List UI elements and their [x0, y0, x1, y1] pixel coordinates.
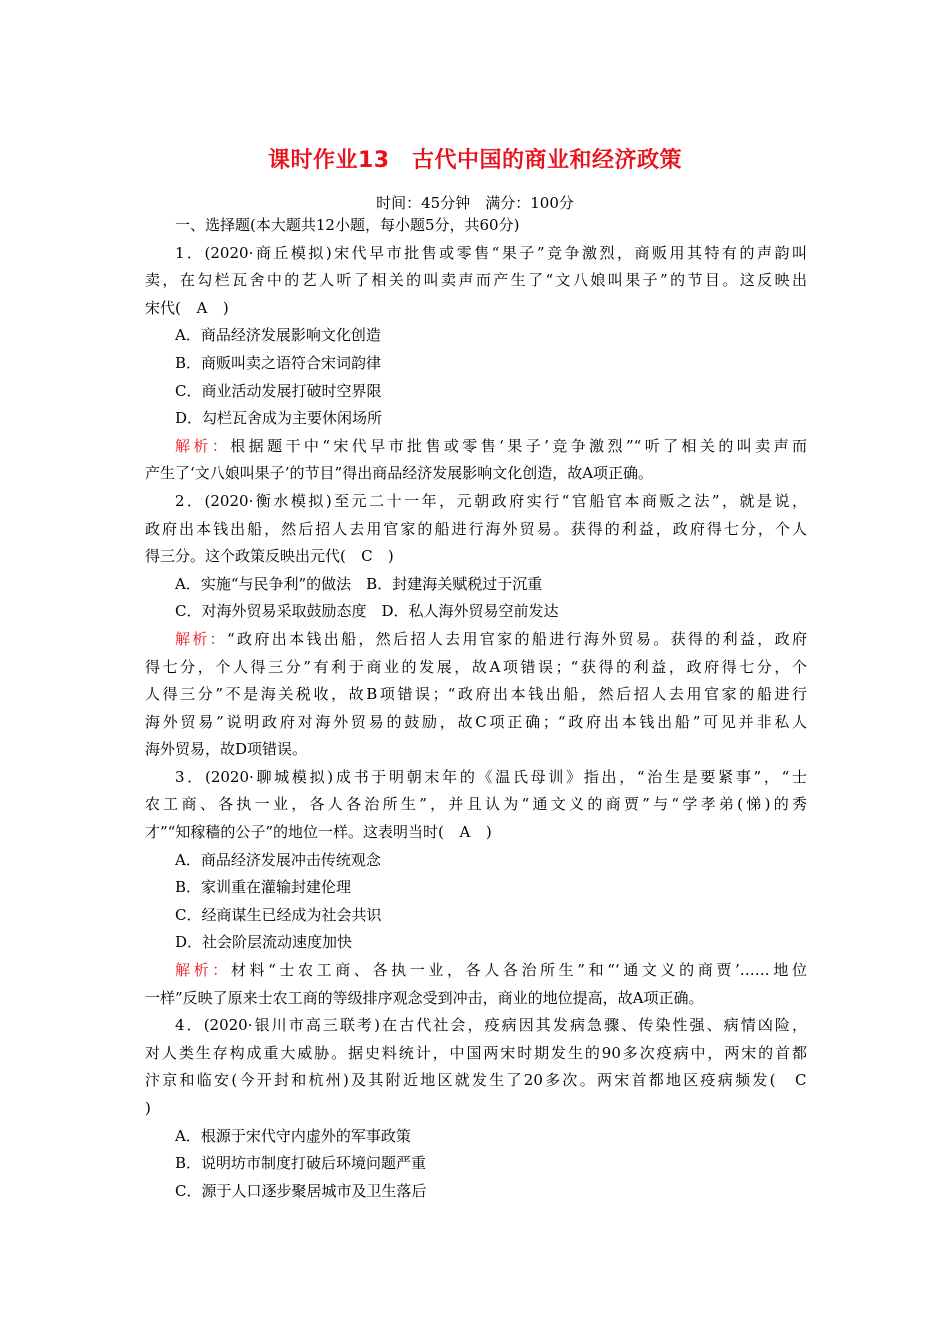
explanation-label: 解析： [175, 629, 228, 648]
time-score-info: 时间：45分钟 满分：100分 [376, 194, 574, 212]
question-1-line-2: 卖，在勾栏瓦舍中的艺人听了相关的叫卖声而产生了“文八娘叫果子”的节目。这反映出 [145, 271, 807, 290]
question-2-line-2: 政府出本钱出船，然后招人去用官家的船进行海外贸易。获得的利益，政府得七分，个人 [145, 519, 807, 538]
question-3-option-a: A．商品经济发展冲击传统观念 [175, 850, 381, 869]
question-4-line-1: 4．(2020·银川市高三联考)在古代社会，疫病因其发病急骤、传染性强、病情凶险， [175, 1016, 807, 1035]
question-2-stem-end: 得三分。这个政策反映出元代( [145, 547, 361, 566]
question-3-explanation-line-2: 一样”反映了原来士农工商的等级排序观念受到冲击，商业的地位提高，故A项正确。 [145, 988, 704, 1007]
explanation-label: 解析： [175, 961, 231, 980]
question-2-explanation-line-5: 海外贸易，故D项错误。 [145, 740, 308, 759]
explanation-label: 解析： [175, 436, 231, 455]
question-2-explanation-text: “政府出本钱出船，然后招人去用官家的船进行海外贸易。获得的利益，政府 [227, 629, 807, 648]
question-3-line-3 [145, 819, 807, 847]
question-3-line-1: 3．(2020·聊城模拟)成书于明朝末年的《温氏母训》指出，“治生是要紧事”，“士 [175, 767, 807, 786]
question-1-option-c: C．商业活动发展打破时空界限 [175, 381, 382, 400]
question-2-explanation-line-2: 得七分，个人得三分”有利于商业的发展，故A项错误；“获得的利益，政府得七分，个 [145, 657, 807, 676]
question-2-line-3 [145, 543, 807, 571]
page-title: 课时作业13 古代中国的商业和经济政策 [267, 148, 683, 173]
question-3-line-2: 农工商、各执一业，各人各治所生”，并且认为“通文义的商贾”与“学孝弟(悌)的秀 [145, 795, 807, 814]
section-heading: 一、选择题(本大题共12小题，每小题5分，共60分) [175, 216, 520, 234]
document-body [145, 212, 807, 1205]
question-1-line-1: 1．(2020·商丘模拟)宋代早市批售或零售“果子”竞争激烈，商贩用其特有的声韵叫 [175, 243, 807, 262]
question-2-bracket-close: ) [372, 547, 394, 566]
question-1-answer: A [196, 298, 208, 317]
question-2-options-ab: A．实施“与民争利”的做法 B．封建海关赋税过于沉重 [175, 574, 543, 593]
question-4-stem-end: 汴京和临安(今开封和杭州)及其附近地区就发生了20多次。两宋首都地区疫病频发( [145, 1071, 795, 1090]
question-1-explanation-line-1 [145, 433, 807, 461]
question-2-explanation-line-4: 海外贸易”说明政府对海外贸易的鼓励，故C项正确；“政府出本钱出船”可见并非私人 [145, 712, 807, 731]
question-3-option-c: C．经商谋生已经成为社会共识 [175, 905, 382, 924]
question-3-explanation-line-1 [145, 957, 807, 985]
question-3-option-d: D．社会阶层流动速度加快 [175, 933, 353, 952]
question-1-option-b: B．商贩叫卖之语符合宋词韵律 [175, 353, 382, 372]
question-2-answer: C [361, 547, 373, 566]
question-3-option-b: B．家训重在灌输封建伦理 [175, 878, 352, 897]
question-3-explanation-text: 材料“士农工商、各执一业，各人各治所生”和“‘通文义的商贾’……地位 [230, 961, 807, 980]
question-2-line-1: 2．(2020·衡水模拟)至元二十一年，元朝政府实行“官船官本商贩之法”，就是说， [175, 491, 807, 510]
question-3-answer: A [459, 823, 471, 842]
question-2-options-cd: C．对海外贸易采取鼓励态度 D．私人海外贸易空前发达 [175, 602, 559, 621]
question-2-explanation-line-1 [145, 626, 807, 654]
question-1-option-a: A．商品经济发展影响文化创造 [175, 326, 381, 345]
question-3-stem-end: 才”“知稼穑的公子”的地位一样。这表明当时( [145, 823, 459, 842]
question-4-answer: C [795, 1071, 807, 1090]
question-4-line-4: ) [145, 1099, 151, 1117]
question-4-line-2: 对人类生存构成重大威胁。据史料统计，中国两宋时期发生的90多次疫病中，两宋的首都 [145, 1043, 807, 1062]
question-1-explanation-text: 根据题干中“宋代早市批售或零售‘果子’竞争激烈”“听了相关的叫卖声而 [230, 436, 807, 455]
question-2-explanation-line-3: 人得三分”不是海关税收，故B项错误；“政府出本钱出船，然后招人去用官家的船进行 [145, 685, 807, 704]
question-1-option-d: D．勾栏瓦舍成为主要休闲场所 [175, 409, 383, 428]
question-4-line-3 [145, 1067, 807, 1095]
question-4-option-a: A．根源于宋代守内虚外的军事政策 [175, 1126, 411, 1145]
question-4-option-b: B．说明坊市制度打破后环境问题严重 [175, 1154, 427, 1173]
question-3-bracket-close: ) [470, 823, 492, 842]
question-1-explanation-line-2: 产生了‘文八娘叫果子’的节目”得出商品经济发展影响文化创造，故A项正确。 [145, 464, 654, 483]
question-4-option-c: C．源于人口逐步聚居城市及卫生落后 [175, 1181, 427, 1200]
question-1-stem-end: 宋代( [145, 298, 196, 317]
question-1-line-3 [145, 295, 807, 323]
question-1-bracket-close: ) [207, 298, 229, 317]
